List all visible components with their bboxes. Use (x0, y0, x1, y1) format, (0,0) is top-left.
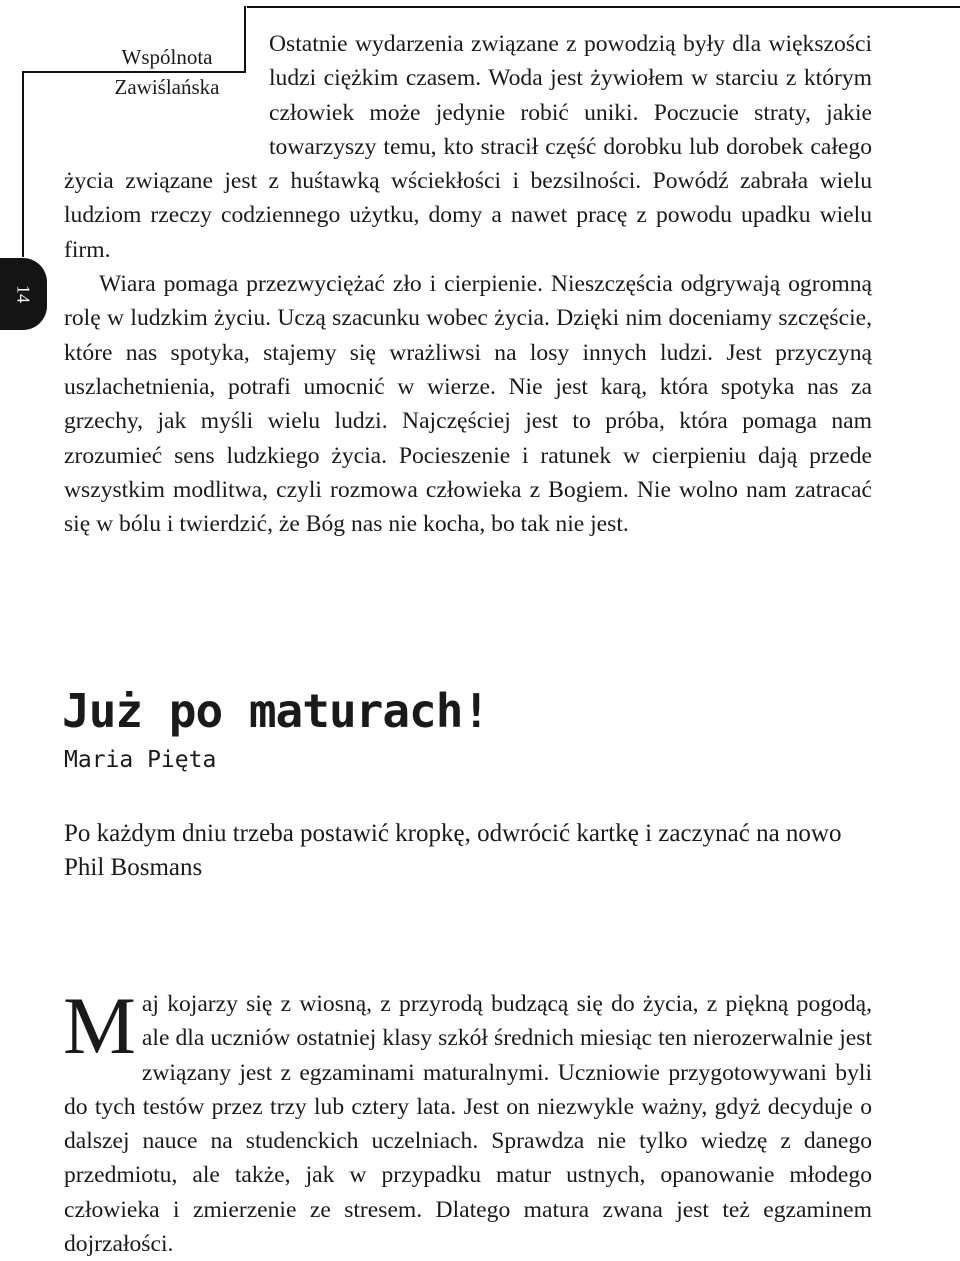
article-2-title: Już po maturach! (62, 684, 490, 738)
section-label-line-1: Wspólnota (121, 45, 213, 69)
article-2-paragraph-text: aj kojarzy się z wiosną, z przyrodą budzącą się do życia, z piękną pogodą, ale dla uczniów ostatniej klasy szkół średnich miesiąc ten nierozerwalnie jest związany jest z egzaminami maturalnymi. Uczniowie przygotowywani byli do tych testów przez trzy lub cztery lata. Jest on niezwykle ważny, gdyż decyduje o dalszej nauce na studenckich uczelniach. Sprawdza nie tylko wiedzę z danego przedmiotu, ale także, jak w przypadku matur ustnych, opanowanie młodego człowieka i zmierzenie ze stresem. Dlatego matura zwana jest też egzaminem dojrzałości. (64, 991, 872, 1258)
article-1-paragraph-1-text: Ostatnie wydarzenia związane z powodzią były dla większości ludzi ciężkim czasem. Woda jest żywiołem w starciu z którym człowiek może jedynie robić uniki. Poczucie straty, jakie towarzyszy temu, kto stracił część dorobku lub dorobek całego życia związane jest z huśtawką wściekłości i bezsilności. Powódź zabrała wielu ludziom rzeczy codziennego użytku, domy a nawet pracę z powodu upadku wielu firm. (64, 31, 872, 263)
article-2-author: Maria Pięta (64, 747, 217, 773)
epigraph-text: Po każdym dniu trzeba postawić kropkę, odwrócić kartkę i zaczynać na nowo (64, 820, 842, 847)
section-label-line-2: Zawiślańska (114, 75, 220, 99)
page-number-tab (0, 258, 47, 330)
article-2-paragraph (63, 980, 872, 1261)
float-spacer (64, 27, 269, 130)
epigraph (64, 817, 884, 885)
article-1-paragraph-2: Wiara pomaga przezwyciężać zło i cierpienie. Nieszczęścia odgrywają ogromną rolę w ludzkim życiu. Uczą szacunku wobec życia. Dzięki nim doceniamy szczęście, które nas spotyka, stajemy się wrażliwsi na losy innych ludzi. Jest przyczyną uszlachetnienia, potrafi umocnić w wierze. Nie jest karą, która spotyka nas za grzechy, jak myśli wielu ludzi. Najczęściej jest to próba, która pomaga nam zrozumieć sens ludzkiego życia. Pocieszenie i ratunek w cierpieniu dają przede wszystkim modlitwa, czyli rozmowa człowieka z Bogiem. Nie wolno nam zatracać się w bólu i twierdzić, że Bóg nas nie kocha, bo tak nie jest. (64, 271, 872, 538)
drop-cap: M (63, 980, 136, 1071)
frame-line-top (247, 6, 960, 8)
article-1-paragraph-1 (64, 27, 872, 267)
page-number: 14 (14, 285, 34, 303)
frame-line-side (22, 71, 24, 257)
article-1-body (64, 27, 872, 541)
article-2-body (63, 980, 872, 1261)
epigraph-author: Phil Bosmans (64, 854, 203, 881)
